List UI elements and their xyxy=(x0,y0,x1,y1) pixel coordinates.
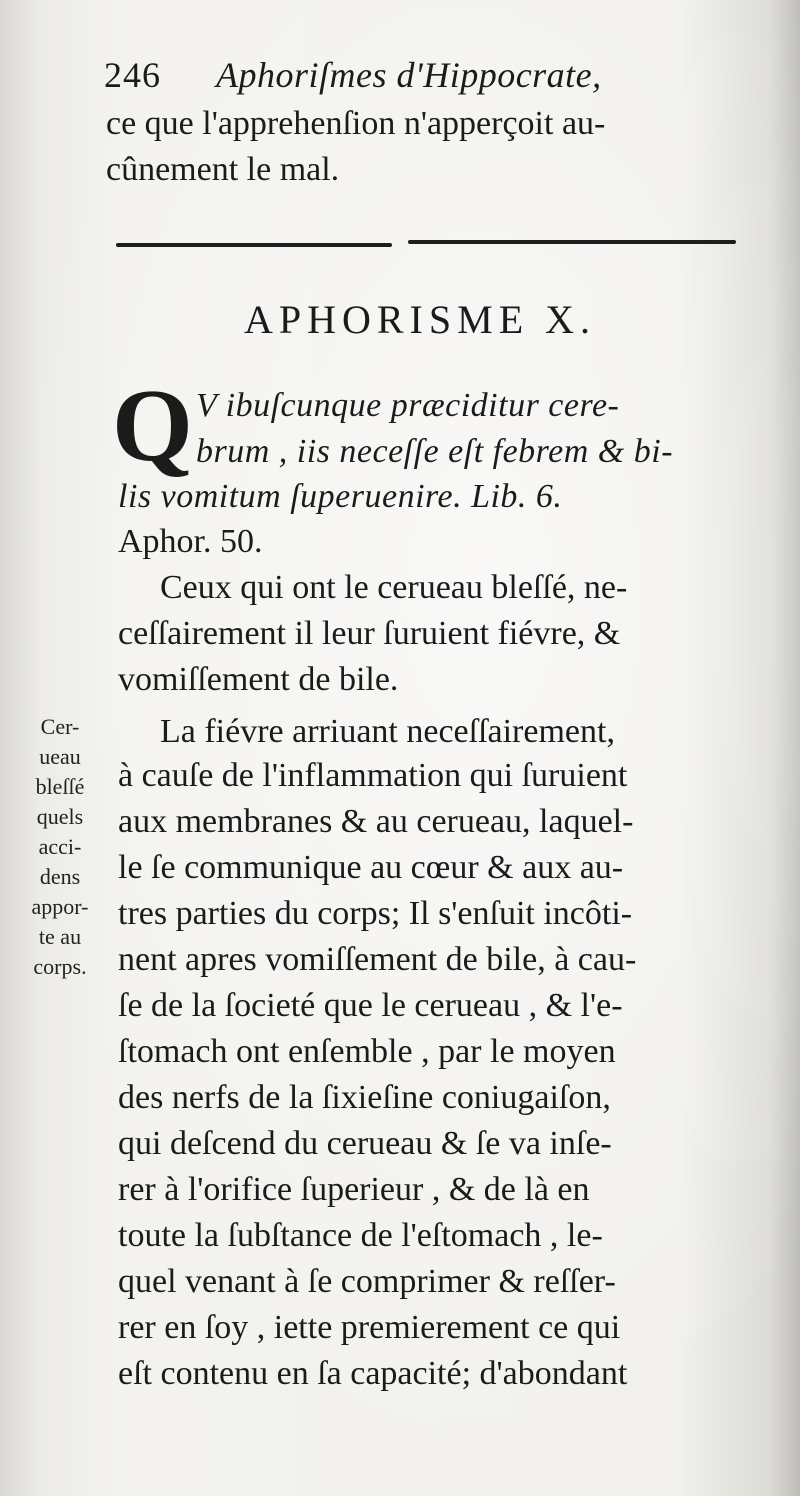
french-line: tres parties du corps; Il s'enſuit incôti- xyxy=(118,895,633,932)
french-line: Ceux qui ont le cerueau bleſſé, ne- xyxy=(160,569,628,606)
french-line: qui deſcend du cerueau & ſe va inſe- xyxy=(118,1125,612,1162)
french-line: aux membranes & au cerueau, laquel- xyxy=(118,803,634,840)
french-line: rer en ſoy , iette premierement ce qui xyxy=(118,1309,621,1346)
margin-note-line: quels xyxy=(36,804,84,829)
aphorism-title: APHORISME X. xyxy=(243,297,597,342)
french-line: quel venant à ſe comprimer & reſſer- xyxy=(118,1263,616,1300)
french-line: ſtomach ont enſemble , par le moyen xyxy=(118,1033,616,1070)
french-line: vomiſſement de bile. xyxy=(118,661,399,698)
margin-note-line: bleſſé xyxy=(35,774,85,799)
french-line: des nerfs de la ſixieſine coniugaiſon, xyxy=(118,1079,611,1116)
french-line: nent apres vomiſſement de bile, à cau- xyxy=(118,941,637,978)
margin-note-line: ueau xyxy=(39,744,81,769)
french-line: La fiévre arriuant neceſſairement, xyxy=(160,713,615,750)
french-line: eſt contenu en ſa capacité; d'abondant xyxy=(118,1355,628,1392)
margin-note-line: Cer- xyxy=(40,714,80,739)
section-rule-right xyxy=(408,240,736,244)
margin-note xyxy=(14,712,106,982)
intro-line: cûnement le mal. xyxy=(106,151,340,188)
latin-line: V ibuſcunque præciditur cere- xyxy=(196,387,620,424)
french-line: rer à l'orifice ſuperieur , & de là en xyxy=(118,1171,590,1208)
margin-note-line: appor- xyxy=(31,894,89,919)
drop-cap: Q xyxy=(112,368,193,483)
french-line: ſe de la ſocieté que le cerueau , & l'e- xyxy=(118,987,623,1024)
margin-note-line: dens xyxy=(39,864,81,889)
french-line: à cauſe de l'inflammation qui ſuruient xyxy=(118,757,628,794)
margin-note-line: acci- xyxy=(38,834,82,859)
latin-line: lis vomitum ſuperuenire. Lib. 6. xyxy=(118,478,563,515)
page-header xyxy=(104,52,744,96)
margin-note-line: te au xyxy=(38,924,82,949)
french-line: ceſſairement il leur ſuruient fiévre, & xyxy=(118,615,621,652)
french-line: toute la ſubſtance de l'eſtomach , le- xyxy=(118,1217,603,1254)
margin-note-line: corps. xyxy=(33,954,87,979)
latin-line: brum , iis neceſſe eſt febrem & bi- xyxy=(196,433,674,470)
page-number: 246 xyxy=(104,55,161,95)
intro-line: ce que l'apprehenſion n'apperçoit au- xyxy=(106,105,606,142)
latin-reference: Aphor. 50. xyxy=(118,523,263,560)
running-head: Aphoriſmes d'Hippocrate, xyxy=(216,55,602,95)
section-rule-left xyxy=(116,243,392,247)
french-line: le ſe communique au cœur & aux au- xyxy=(118,849,624,886)
